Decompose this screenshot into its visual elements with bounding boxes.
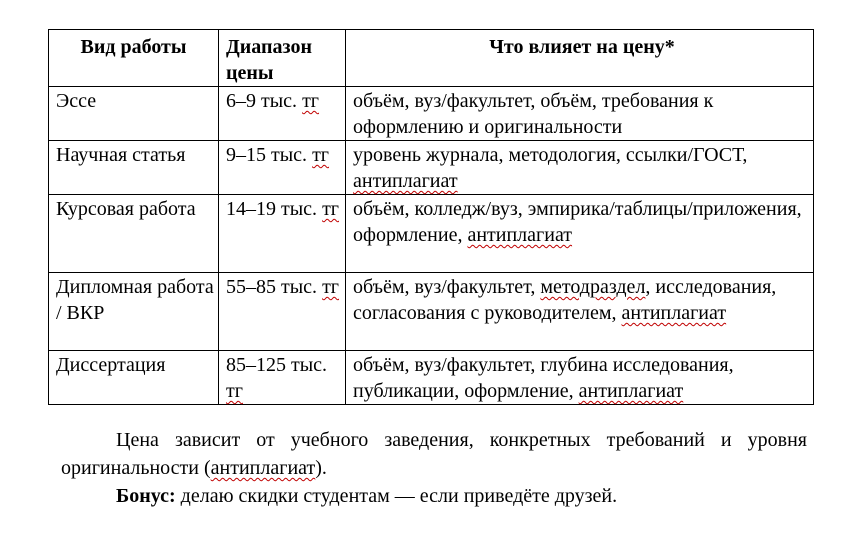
- cell-work-type: Научная статья: [49, 141, 219, 195]
- cell-price-range: 14–19 тыс. тг: [219, 195, 346, 273]
- spellcheck-mark: антиплагиат: [210, 457, 316, 479]
- cell-price-range: 6–9 тыс. тг: [219, 87, 346, 141]
- spellcheck-mark: антиплагиат: [467, 224, 573, 246]
- cell-price-factors: объём, вуз/факультет, глубина исследования, публикации, оформление, антиплагиат: [346, 351, 814, 405]
- spellcheck-mark: антиплагиат: [578, 380, 684, 402]
- cell-price-range: 85–125 тыс. тг: [219, 351, 346, 405]
- table-header-row: [49, 30, 814, 87]
- cell-price-factors: объём, колледж/вуз, эмпирика/таблицы/приложения, оформление, антиплагиат: [346, 195, 814, 273]
- spellcheck-mark: антиплагиат: [353, 170, 458, 192]
- price-table: [48, 29, 814, 405]
- notes-section: [61, 426, 807, 510]
- header-work-type: Вид работы: [49, 30, 219, 87]
- spellcheck-mark: тг: [312, 144, 330, 166]
- bonus-line: [61, 482, 807, 510]
- cell-work-type: Дипломная работа / ВКР: [49, 273, 219, 351]
- spellcheck-mark: тг: [322, 276, 340, 298]
- cell-work-type: Диссертация: [49, 351, 219, 405]
- table-row: [49, 351, 814, 405]
- spellcheck-mark: методраздел: [540, 276, 646, 298]
- table-row: [49, 141, 814, 195]
- cell-price-factors: объём, вуз/факультет, методраздел, исследования, согласования с руководителем, антиплагиат: [346, 273, 814, 351]
- cell-price-factors: объём, вуз/факультет, объём, требования к оформлению и оригинальности: [346, 87, 814, 141]
- spellcheck-mark: тг: [302, 90, 320, 112]
- bonus-text: делаю скидки студентам — если приведёте друзей.: [180, 485, 618, 507]
- spellcheck-mark: антиплагиат: [621, 302, 727, 324]
- price-note: Цена зависит от учебного заведения, конкретных требований и уровня оригинальности (антиплагиат).: [61, 429, 807, 479]
- table-row: [49, 273, 814, 351]
- spellcheck-mark: тг: [322, 198, 340, 220]
- cell-price-factors: уровень журнала, методология, ссылки/ГОСТ, антиплагиат: [346, 141, 814, 195]
- table-row: [49, 195, 814, 273]
- cell-work-type: Эссе: [49, 87, 219, 141]
- spellcheck-mark: тг: [226, 380, 243, 402]
- cell-price-range: 9–15 тыс. тг: [219, 141, 346, 195]
- header-price-factors: Что влияет на цену*: [346, 30, 814, 87]
- cell-price-range: 55–85 тыс. тг: [219, 273, 346, 351]
- header-price-range: Диапазон цены: [219, 30, 346, 87]
- cell-work-type: Курсовая работа: [49, 195, 219, 273]
- bonus-label: Бонус:: [116, 485, 176, 507]
- table-row: [49, 87, 814, 141]
